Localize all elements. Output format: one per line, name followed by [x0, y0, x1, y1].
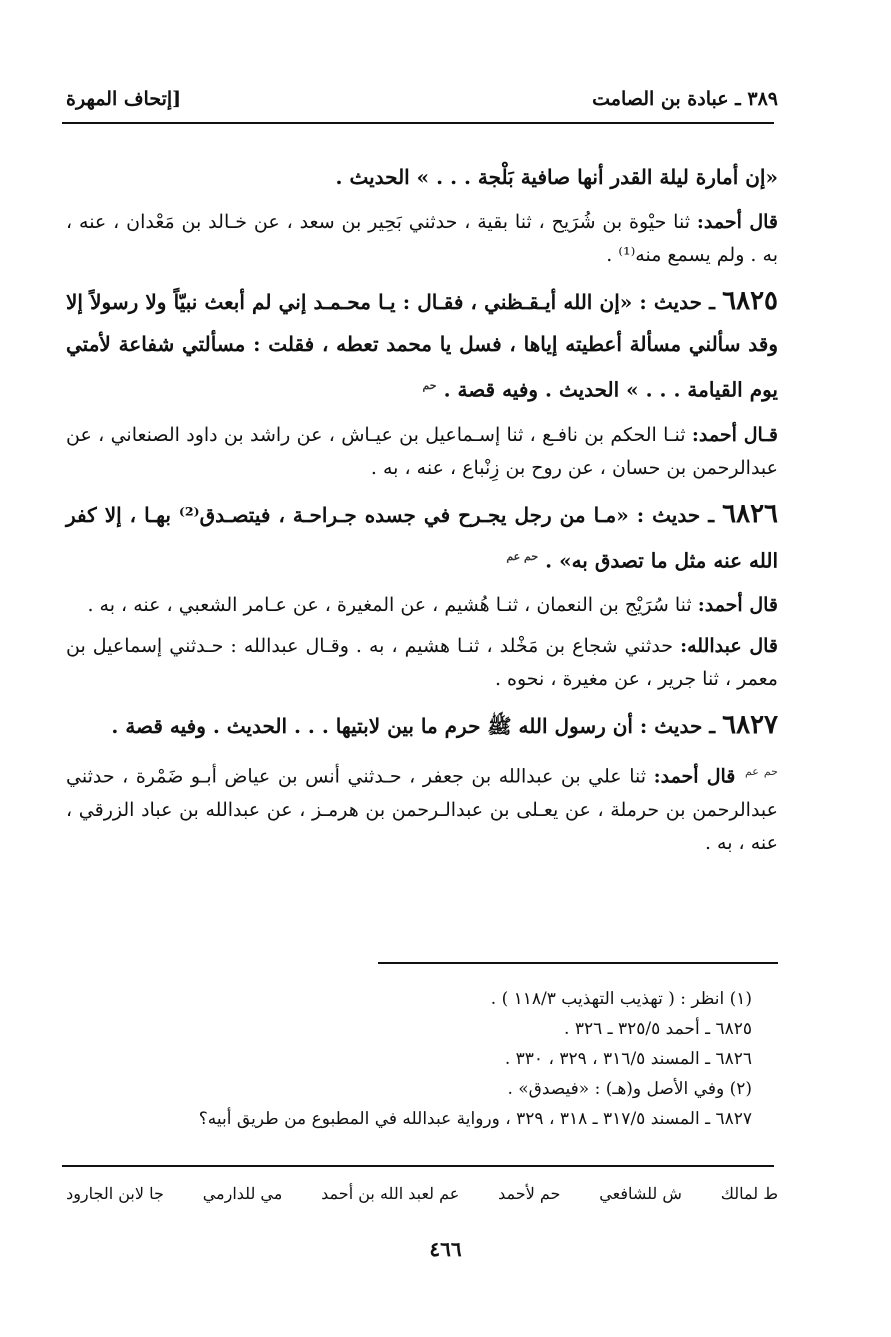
- header-chapter: ٣٨٩ ـ عبادة بن الصامت: [592, 88, 778, 110]
- abbreviation-key: [66, 1184, 778, 1203]
- hadith-entry: [66, 493, 778, 582]
- isnad-paragraph: [66, 755, 778, 859]
- hadith-number: ٦٨٢٦: [722, 498, 779, 529]
- hadith-entry: [66, 280, 778, 411]
- abbreviation-item: حم لأحمد: [498, 1184, 561, 1203]
- footnote-divider: [378, 962, 778, 964]
- narrator-label: قال أحمد:: [653, 765, 736, 788]
- header-divider: [62, 122, 774, 124]
- footnote: (١) انظر : ( تهذيب التهذيب ١١٨/٣ ) .: [490, 989, 752, 1009]
- footnote: ٦٨٢٥ ـ أحمد ٣٢٥/٥ ـ ٣٢٦ .: [564, 1019, 752, 1039]
- abbreviation-divider: [62, 1165, 774, 1167]
- abbreviation-item: عم لعبد الله بن أحمد: [321, 1184, 460, 1203]
- isnad-paragraph: [66, 589, 778, 622]
- isnad-text: ثنا سُرَيْج بن النعمان ، ثنـا هُشيم ، عن المغيرة ، عن عـامر الشعبي ، عنه ، به .: [87, 594, 692, 617]
- isnad-paragraph: [66, 419, 778, 485]
- footnotes: [120, 984, 752, 1134]
- abbreviation-item: ش للشافعي: [599, 1184, 682, 1203]
- narrator-label: قـال أحمد:: [691, 423, 778, 446]
- source-symbol: حم عم: [506, 549, 539, 563]
- hadith-text: ـ حديث : «إن الله أيـقـظني ، فقـال : يـا محـمـد إني لم أبعث نبيّاً ولا رسولاً إلا وقد سألني مسألة أعطيته إياها ، فسل يا محمد تعطه ، فقلت : مسألتي شفاعة لأمتي يوم القيامة . . . » الحديث . وفيه قصة .: [66, 290, 778, 402]
- source-symbol: حم عم: [744, 765, 778, 779]
- source-symbol: حم: [422, 379, 437, 392]
- isnad-text: ثنا علي بن عبدالله بن جعفر ، حـدثني أنس بن عياض أبـو ضَمْرة ، حدثني عبدالرحمن بن حرملة ، عن يعـلى بن عبدالـرحمن بن هرمـز ، عن عبدالله بن عباد الزرقي ، عنه ، به .: [66, 765, 778, 854]
- hadith-number: ٦٨٢٧: [722, 710, 778, 741]
- hadith-text: ـ حديث : «مـا من رجل يجـرح في جسده جـراحـة ، فيتصـدق⁽²⁾ بهـا ، إلا كفر الله عنه مثل ما تصدق به» .: [66, 502, 778, 573]
- abbreviation-item: جا لابن الجارود: [66, 1184, 164, 1203]
- footnote: ٦٨٢٦ ـ المسند ٣١٦/٥ ، ٣٢٩ ، ٣٣٠ .: [504, 1049, 752, 1069]
- narrator-label: قال أحمد:: [697, 594, 778, 617]
- footnote: (٢) وفي الأصل و(هـ) : «فيصدق» .: [507, 1079, 752, 1099]
- main-text: [66, 156, 778, 868]
- abbreviation-item: مي للدارمي: [202, 1184, 283, 1203]
- hadith-number: ٦٨٢٥: [722, 286, 778, 316]
- abbreviation-item: ط لمالك: [720, 1184, 778, 1203]
- isnad-text: ثنـا الحكم بن نافـع ، ثنا إسـماعيل بن عيـاش ، عن راشد بن داود الصنعاني ، عن عبدالرحمن بن حسان ، عن روح بن زِنْباع ، عنه ، به .: [66, 423, 778, 479]
- isnad-text: حدثني شجاع بن مَخْلد ، ثنـا هشيم ، به . وقـال عبدالله : حـدثني إسماعيل بن معمر ، ثنا جرير ، عن مغيرة ، نحوه .: [66, 635, 778, 691]
- header-book-title: [إتحاف المهرة: [66, 88, 182, 110]
- running-header: [66, 74, 778, 110]
- footnote: ٦٨٢٧ ـ المسند ٣١٧/٥ ـ ٣١٨ ، ٣٢٩ ، ورواية عبدالله في المطبوع من طريق أبيه؟: [198, 1109, 752, 1129]
- isnad-text: ثنا حيْوة بن شُرَيح ، ثنا بقية ، حدثني بَحِير بن سعد ، عن خـالد بن مَعْدان ، عنه ، به . ولم يسمع منه⁽¹⁾ .: [66, 211, 778, 266]
- hadith-entry: [66, 704, 778, 747]
- hadith-text: ـ حديث : أن رسول الله ﷺ حرم ما بين لابتيها . . . الحديث . وفيه قصة .: [111, 714, 716, 739]
- narrator-label: قال أحمد:: [696, 211, 778, 233]
- isnad-paragraph: [66, 630, 778, 696]
- isnad-paragraph: [66, 206, 778, 272]
- hadith-continuation: «إن أمارة ليلة القدر أنها صافية بَلْجة . . . » الحديث .: [335, 165, 778, 189]
- page-number: ٤٦٦: [429, 1237, 462, 1261]
- narrator-label: قال عبدالله:: [680, 635, 778, 658]
